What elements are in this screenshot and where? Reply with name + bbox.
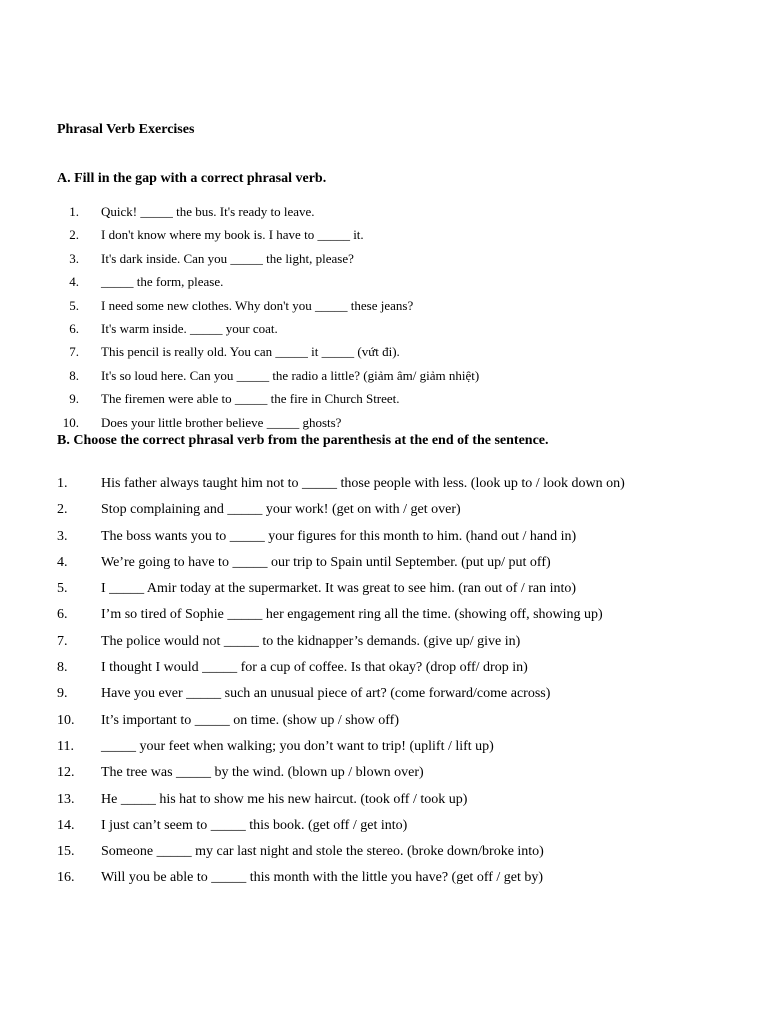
exercise-number: 12. <box>57 765 75 781</box>
exercise-number: 2. <box>57 502 68 518</box>
exercise-number: 8. <box>57 660 68 676</box>
exercise-item <box>57 711 625 737</box>
exercise-item <box>57 658 625 684</box>
exercise-text: _____ your feet when walking; you don’t want to trip! (uplift / lift up) <box>101 738 494 754</box>
exercise-text: I _____ Amir today at the supermarket. It was great to see him. (ran out of / ran into) <box>101 581 577 597</box>
exercise-item <box>57 868 625 894</box>
exercise-number: 16. <box>57 870 75 886</box>
exercise-number: 5. <box>69 297 79 313</box>
exercise-text: This pencil is really old. You can _____ it _____ (vứt đi). <box>101 344 400 360</box>
exercise-number: 10. <box>62 414 79 430</box>
section-a-list <box>57 203 479 437</box>
exercise-item <box>57 226 479 249</box>
exercise-number: 14. <box>57 817 75 833</box>
exercise-text: I’m so tired of Sophie _____ her engagement ring all the time. (showing off, showing up) <box>101 607 603 623</box>
exercise-item <box>57 297 479 320</box>
exercise-text: The firemen were able to _____ the fire in Church Street. <box>101 391 400 407</box>
exercise-text: The police would not _____ to the kidnapper’s demands. (give up/ give in) <box>101 633 521 649</box>
exercise-text: The boss wants you to _____ your figures for this month to him. (hand out / hand in) <box>101 528 577 544</box>
exercise-number: 3. <box>69 250 79 266</box>
exercise-text: Have you ever _____ such an unusual piece of art? (come forward/come across) <box>101 686 551 702</box>
exercise-item <box>57 500 625 526</box>
section-b-list <box>57 474 625 895</box>
page-title: Phrasal Verb Exercises <box>57 122 195 137</box>
exercise-item <box>57 250 479 273</box>
exercise-number: 6. <box>69 320 79 336</box>
exercise-item <box>57 474 625 500</box>
exercise-item <box>57 320 479 343</box>
exercise-number: 13. <box>57 791 75 807</box>
exercise-number: 1. <box>69 204 79 219</box>
exercise-number: 4. <box>69 274 79 290</box>
exercise-text: We’re going to have to _____ our trip to Spain until September. (put up/ put off) <box>101 554 551 570</box>
exercise-item <box>57 842 625 868</box>
exercise-number: 2. <box>69 227 79 243</box>
exercise-number: 1. <box>57 476 68 491</box>
exercise-text: It's dark inside. Can you _____ the light, please? <box>101 250 354 266</box>
exercise-item <box>57 273 479 296</box>
exercise-number: 6. <box>57 607 68 623</box>
exercise-text: Someone _____ my car last night and stole the stereo. (broke down/broke into) <box>101 844 544 860</box>
exercise-text: I thought I would _____ for a cup of coffee. Is that okay? (drop off/ drop in) <box>101 660 528 676</box>
exercise-text: Stop complaining and _____ your work! (get on with / get over) <box>101 502 461 518</box>
exercise-text: _____ the form, please. <box>101 274 224 290</box>
exercise-text: It's warm inside. _____ your coat. <box>101 320 278 336</box>
exercise-text: He _____ his hat to show me his new haircut. (took off / took up) <box>101 791 468 807</box>
exercise-text: I don't know where my book is. I have to _____ it. <box>101 227 364 243</box>
exercise-item <box>57 579 625 605</box>
exercise-text: I just can’t seem to _____ this book. (get off / get into) <box>101 817 408 833</box>
exercise-item <box>57 527 625 553</box>
exercise-number: 11. <box>57 738 74 754</box>
exercise-text: The tree was _____ by the wind. (blown up / blown over) <box>101 765 424 781</box>
exercise-item <box>57 390 479 413</box>
exercise-number: 5. <box>57 581 68 597</box>
exercise-item <box>57 763 625 789</box>
exercise-item <box>57 343 479 366</box>
exercise-text: It's so loud here. Can you _____ the radio a little? (giảm âm/ giảm nhiệt) <box>101 367 480 383</box>
exercise-item <box>57 605 625 631</box>
exercise-text: Quick! _____ the bus. It's ready to leave. <box>101 204 315 219</box>
exercise-number: 7. <box>57 633 68 649</box>
section-b-heading: B. Choose the correct phrasal verb from the parenthesis at the end of the sentence. <box>57 433 549 448</box>
exercise-number: 15. <box>57 844 75 860</box>
exercise-item <box>57 684 625 710</box>
exercise-text: His father always taught him not to _____ those people with less. (look up to / look down on) <box>101 476 625 491</box>
exercise-number: 3. <box>57 528 68 544</box>
exercise-text: Does your little brother believe _____ ghosts? <box>101 414 342 430</box>
exercise-number: 7. <box>69 344 79 360</box>
exercise-number: 8. <box>69 367 79 383</box>
exercise-number: 4. <box>57 554 68 570</box>
exercise-item <box>57 553 625 579</box>
exercise-item <box>57 816 625 842</box>
exercise-item <box>57 203 479 226</box>
exercise-number: 10. <box>57 712 75 728</box>
exercise-text: It’s important to _____ on time. (show up / show off) <box>101 712 399 728</box>
exercise-item <box>57 790 625 816</box>
exercise-number: 9. <box>57 686 68 702</box>
exercise-item <box>57 367 479 390</box>
section-a-heading: A. Fill in the gap with a correct phrasal verb. <box>57 171 327 186</box>
exercise-item <box>57 632 625 658</box>
exercise-item <box>57 737 625 763</box>
exercise-text: I need some new clothes. Why don't you _____ these jeans? <box>101 297 414 313</box>
exercise-text: Will you be able to _____ this month with the little you have? (get off / get by) <box>101 870 544 886</box>
exercise-number: 9. <box>69 391 79 407</box>
